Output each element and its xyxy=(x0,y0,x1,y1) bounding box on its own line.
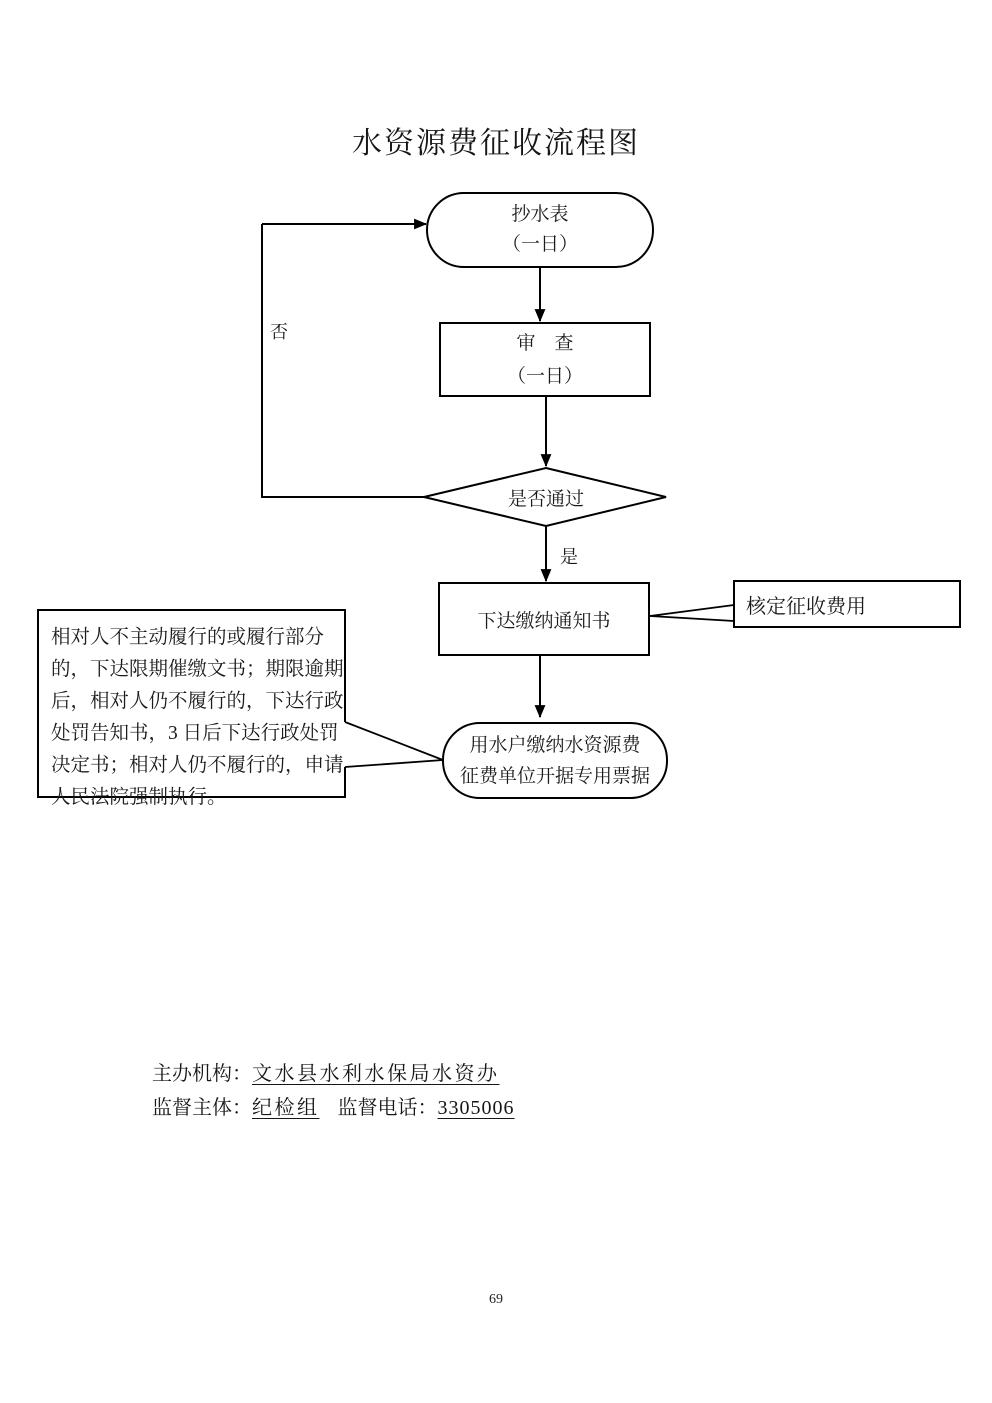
page-number: 69 xyxy=(489,1292,503,1307)
supervisor-label: 监督主体： xyxy=(152,1097,252,1119)
phone-value: 3305006 xyxy=(437,1097,515,1119)
organizer-label: 主办机构： xyxy=(152,1063,252,1085)
payment-node xyxy=(443,723,667,798)
decision-node-label: 是否通过 xyxy=(507,488,584,510)
enforcement-note-line: 人民法院强制执行。 xyxy=(51,787,227,808)
start-node xyxy=(427,193,653,267)
page-title: 水资源费征收流程图 xyxy=(352,127,640,160)
enforcement-note-line: 相对人不主动履行的或履行部分 xyxy=(51,627,325,648)
assess-node-label: 核定征收费用 xyxy=(746,595,866,618)
notice-node-label: 下达缴纳通知书 xyxy=(477,610,611,632)
start-node-line2: （一日） xyxy=(501,234,578,255)
branch-label-no: 否 xyxy=(270,322,288,342)
payment-node-line1: 用水户缴纳水资源费 xyxy=(469,734,641,756)
review-node-line1: 审 查 xyxy=(516,332,574,354)
enforcement-note-line: 处罚告知书，3 日后下达行政处罚 xyxy=(51,723,339,744)
enforcement-note-line: 决定书；相对人仍不履行的，申请 xyxy=(51,755,344,776)
phone-label: 监督电话： xyxy=(337,1097,438,1119)
enforcement-note-line: 的，下达限期催缴文书；期限逾期 xyxy=(51,659,344,680)
payment-node-line2: 征费单位开据专用票据 xyxy=(459,765,650,787)
organizer-value: 文水县水利水保局水资办 xyxy=(252,1063,500,1085)
branch-label-yes: 是 xyxy=(560,547,578,567)
assess-callout-wedge xyxy=(650,605,734,621)
review-node-line2: （一日） xyxy=(506,365,583,387)
start-node-line1: 抄水表 xyxy=(511,204,569,225)
no-loop-line xyxy=(262,224,424,497)
review-node xyxy=(440,323,650,396)
footer-organizer-line xyxy=(152,1057,500,1086)
enforcement-note xyxy=(38,610,345,808)
supervisor-value: 纪检组 xyxy=(252,1097,320,1119)
footer-supervisor-line xyxy=(152,1091,515,1120)
enforcement-note-line: 后，相对人仍不履行的，下达行政 xyxy=(51,691,344,712)
note-callout-wedge xyxy=(345,722,443,767)
